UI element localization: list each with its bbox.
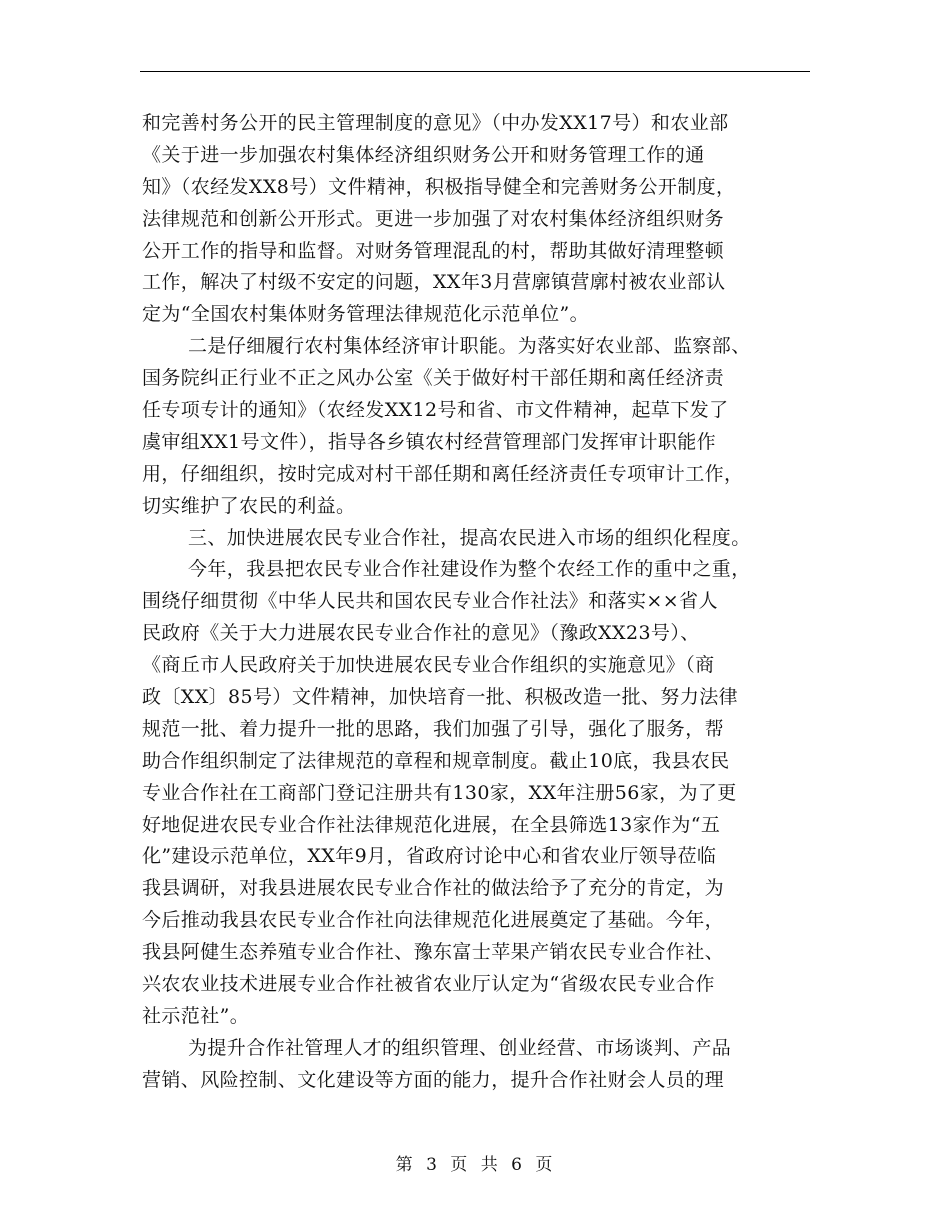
header-rule [140, 71, 810, 72]
text-line: 化”建设示范单位，XX年9月，省政府讨论中心和省农业厅领导莅临 [142, 845, 717, 868]
page-footer: 第 3 页 共 6 页 [395, 1155, 555, 1175]
text-line: 工作，解决了村级不安定的问题，XX年3月营廓镇营廓村被农业部认 [142, 271, 726, 294]
text-line: 社示范社”。 [142, 1004, 250, 1027]
text-line: 我县阿健生态养殖专业合作社、豫东富士苹果产销农民专业合作社、 [142, 941, 725, 964]
text-line: 切实维护了农民的利益。 [142, 494, 356, 517]
text-line: 我县调研，对我县进展农民专业合作社的做法给予了充分的肯定，为 [142, 877, 725, 900]
text-line: 知》（农经发XX8号）文件精神，积极指导健全和完善财务公开制度， [142, 175, 736, 198]
text-line: 和完善村务公开的民主管理制度的意见》（中办发XX17号）和农业部 [142, 112, 729, 134]
text-line: 定为“全国农村集体财务管理法律规范化示范单位”。 [142, 303, 590, 326]
text-line: 兴农农业技术进展专业合作社被省农业厅认定为“省级农民专业合作 [142, 973, 715, 996]
document-body [142, 108, 814, 1097]
text-line: 助合作组织制定了法律规范的章程和规章制度。截止10底，我县农民 [142, 749, 730, 772]
text-line: 营销、风险控制、文化建设等方面的能力，提升合作社财会人员的理 [142, 1068, 725, 1091]
text-line: 规范一批、着力提升一批的思路，我们加强了引导，强化了服务，帮 [142, 717, 725, 740]
text-line: 《商丘市人民政府关于加快进展农民专业合作组织的实施意见》（商 [142, 654, 715, 677]
text-line: 虞审组XX1号文件），指导各乡镇农村经营管理部门发挥审计职能作 [142, 430, 717, 453]
text-line: 围绕仔细贯彻《中华人民共和国农民专业合作社法》和落实××省人 [142, 590, 718, 613]
text-line: 任专项专计的通知》（农经发XX12号和省、市文件精神，起草下发了 [142, 399, 729, 422]
text-line: 今后推动我县农民专业合作社向法律规范化进展奠定了基础。今年， [142, 909, 725, 932]
text-line: 专业合作社在工商部门登记注册共有130家，XX年注册56家，为了更 [142, 781, 737, 804]
text-line: 民政府《关于大力进展农民专业合作社的意见》（豫政XX23号）、 [142, 622, 700, 645]
text-line: 国务院纠正行业不正之风办公室《关于做好村干部任期和离任经济责 [142, 367, 725, 390]
text-line: 《关于进一步加强农村集体经济组织财务公开和财务管理工作的通 [142, 143, 705, 166]
text-line: 为提升合作社管理人才的组织管理、创业经营、市场谈判、产品 [188, 1036, 732, 1059]
text-line: 今年，我县把农民专业合作社建设作为整个农经工作的重中之重， [188, 558, 751, 581]
text-line: 三、加快进展农民专业合作社，提高农民进入市场的组织化程度。 [188, 526, 751, 549]
text-line: 用，仔细组织，按时完成对村干部任期和离任经济责任专项审计工作， [142, 462, 744, 485]
text-line: 政〔XX〕85号）文件精神，加快培育一批、积极改造一批、努力法律 [142, 686, 739, 709]
text-line: 二是仔细履行农村集体经济审计职能。为落实好农业部、监察部、 [188, 335, 751, 358]
text-line: 公开工作的指导和监督。对财务管理混乱的村，帮助其做好清理整顿 [142, 239, 725, 262]
text-line: 法律规范和创新公开形式。更进一步加强了对农村集体经济组织财务 [142, 207, 725, 230]
text-line: 好地促进农民专业合作社法律规范化进展，在全县筛选13家作为“五 [142, 813, 721, 836]
